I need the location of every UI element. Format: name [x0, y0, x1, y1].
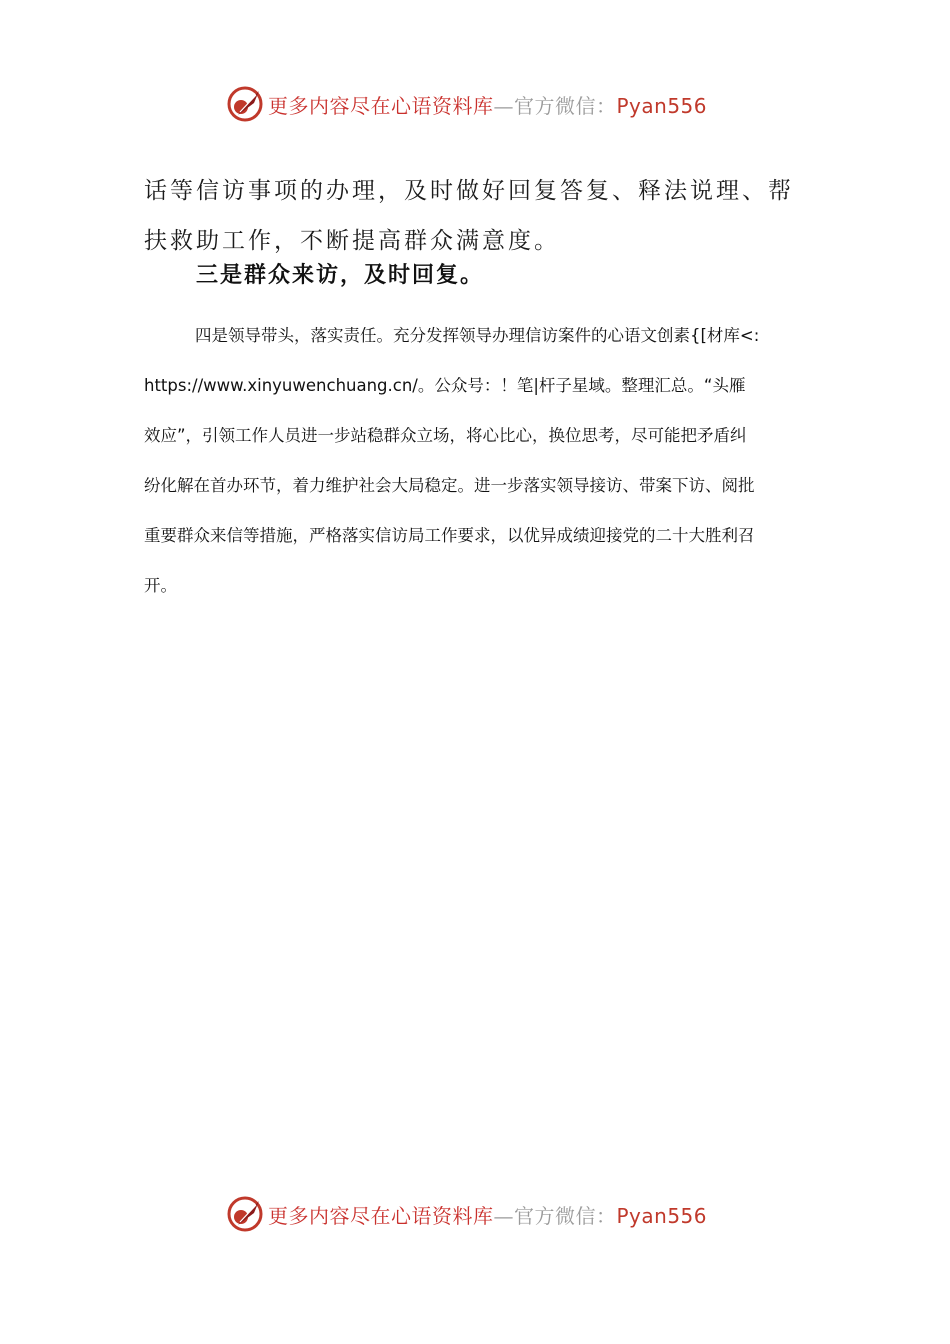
quill-logo-icon — [226, 1195, 264, 1233]
banner-wechat-id: Pyan556 — [616, 93, 708, 118]
paragraph-line: 话等信访事项的办理，及时做好回复答复、释法说理、帮 — [144, 178, 794, 204]
banner-official-label: 官方微信： — [514, 93, 617, 118]
banner-dash: — — [493, 1203, 514, 1228]
body-line: https://www.xinyuwenchuang.cn/。公众号：！笔|杆子星域。整理汇总。“头雁 — [144, 376, 746, 395]
banner-wechat-id: Pyan556 — [616, 1203, 708, 1228]
banner-text — [268, 1200, 707, 1229]
body-line: 重要群众来信等措施，严格落实信访局工作要求，以优异成绩迎接党的二十大胜利召 — [144, 526, 755, 545]
banner-main-text: 更多内容尽在心语资料库 — [268, 93, 494, 118]
header-watermark-banner — [226, 84, 726, 124]
body-line: 效应”，引领工作人员进一步站稳群众立场，将心比心，换位思考，尽可能把矛盾纠 — [144, 426, 747, 445]
paragraph-line: 扶救助工作，不断提高群众满意度。 — [144, 228, 560, 254]
banner-dash: — — [493, 93, 514, 118]
section-heading: 三是群众来访，及时回复。 — [196, 262, 485, 288]
body-line: 纷化解在首办环节，着力维护社会大局稳定。进一步落实领导接访、带案下访、阅批 — [144, 476, 755, 495]
banner-text — [268, 90, 707, 119]
quill-logo-icon — [226, 85, 264, 123]
banner-main-text: 更多内容尽在心语资料库 — [268, 1203, 494, 1228]
body-line: 开。 — [144, 576, 177, 595]
footer-watermark-banner — [226, 1194, 726, 1234]
body-line: 四是领导带头，落实责任。充分发挥领导办理信访案件的心语文创素{[材库<: — [195, 326, 760, 345]
banner-official-label: 官方微信： — [514, 1203, 617, 1228]
